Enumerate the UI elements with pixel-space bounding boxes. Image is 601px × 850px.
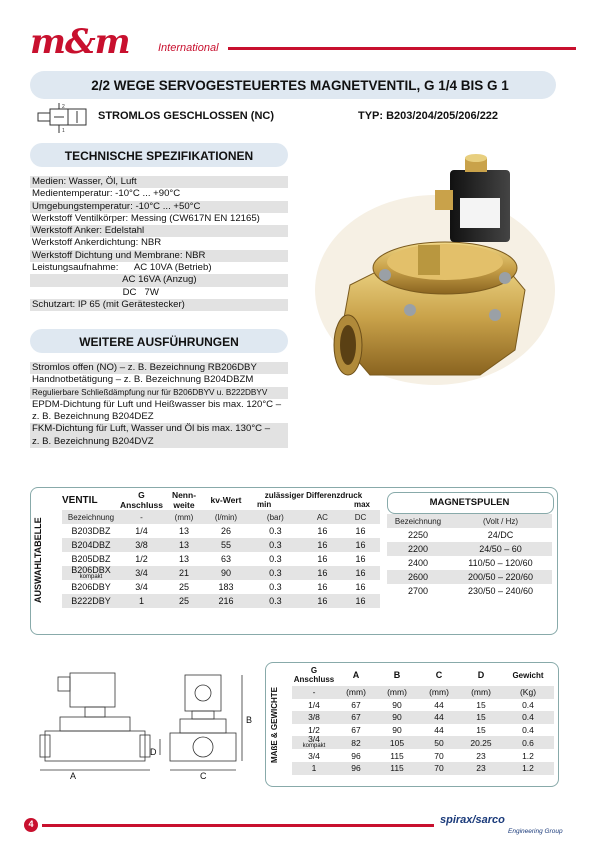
weitere-item: Stromlos offen (NO) – z. B. Bezeichnung RB206DBY: [30, 362, 288, 374]
table-row: 3/8 67 90 44 15 0.4: [292, 711, 554, 724]
table-row: 2200 24/50 – 60: [387, 542, 552, 556]
header-rule: [228, 47, 576, 50]
dim-a: A: [70, 771, 77, 781]
dim-d: D: [150, 747, 157, 757]
table-row: 2600 200/50 – 220/60: [387, 570, 552, 584]
footer-rule: [42, 824, 434, 827]
dim-c: C: [200, 771, 207, 781]
logo-subtitle: International: [158, 42, 219, 54]
weitere-item: FKM-Dichtung für Luft, Wasser und Öl bis max. 130°C –: [30, 423, 288, 435]
spec-item: Umgebungstemperatur: -10°C ... +50°C: [30, 201, 288, 213]
table-row: B222DBY 1 25 216 0.3 16 16: [62, 594, 380, 608]
masse-table: G Anschluss A B C D Gewicht - (mm) (mm) (mm) (mm) (Kg) 1/4 67 90 44 15 0.4 3/8 67 90 44 15 0.4 1/2 67 90 44 15 0.4 3/4 kompakt 82 105 50 20.25 0.6 3/4 96 115 70 23 1.2 1 96 115 70 23 1.2: [292, 664, 554, 775]
spec-item: Medien: Wasser, Öl, Luft: [30, 176, 288, 188]
table-row: B206DBY 3/4 25 183 0.3 16 16: [71, 582, 366, 592]
mm-logo: m&m: [30, 22, 130, 62]
col-diffdruck: zulässiger Differenzdruck min max: [256, 491, 370, 509]
col-kv: kv-Wert: [210, 495, 242, 505]
unit-cell: (Volt / Hz): [482, 516, 519, 526]
tech-title: TECHNISCHE SPEZIFIKATIONEN: [64, 149, 254, 163]
table-row: 1 96 115 70 23 1.2: [292, 762, 554, 775]
unit-cell: (mm): [174, 512, 194, 522]
spec-item: Leistungsaufnahme: AC 10VA (Betrieb): [32, 262, 212, 274]
masse-label: MAßE & GEWICHTE: [270, 687, 279, 763]
spec-item: Medientemperatur: -10°C ... +90°C: [32, 188, 181, 200]
table-row: [62, 608, 380, 622]
table-row: B203DBZ 1/4 13 26 0.3 16 16: [71, 526, 366, 536]
table-row: 3/4 kompakt 82 105 50 20.25 0.6: [292, 736, 554, 749]
table-row: 3/4 96 115 70 23 1.2: [308, 750, 534, 761]
auswahl-table: [62, 490, 380, 622]
unit-cell: Bezeichnung: [67, 512, 115, 522]
weitere-list: [30, 362, 288, 448]
weitere-title: WEITERE AUSFÜHRUNGEN: [79, 335, 239, 349]
table-row: 2700 230/50 – 240/60: [407, 586, 534, 596]
spirax-sarco-logo: spirax/sarco: [440, 814, 505, 826]
coil-title: MAGNETSPULEN: [429, 497, 510, 508]
weitere-item: z. B. Bezeichnung B204DVZ: [30, 436, 288, 448]
table-row: B205DBZ 1/2 13 63 0.3 16 16: [71, 554, 366, 564]
spec-item: Schutzart: IP 65 (mit Gerätestecker): [30, 299, 288, 311]
table-row: 2250 24/DC: [407, 530, 514, 540]
unit-cell: Bezeichnung: [394, 516, 442, 526]
weitere-item: Regulierbare Schließdämpfung nur für B206DBYV u. B222DBYV: [30, 387, 288, 399]
auswahl-label: AUSWAHLTABELLE: [33, 517, 43, 603]
subtitle-right: TYP: B203/204/205/206/222: [358, 110, 499, 122]
unit-cell: -: [140, 512, 143, 522]
unit-cell: (l/min): [214, 512, 238, 522]
dimension-drawing: [30, 665, 260, 785]
table-row: B206DBX kompakt 3/4 21 90 0.3 16 16: [62, 566, 380, 580]
col-header: B: [393, 670, 401, 680]
page-title: 2/2 WEGE SERVOGESTEUERTES MAGNETVENTIL, G 1/4 BIS G 1: [91, 78, 509, 93]
weitere-item: Handnotbetätigung – z. B. Bezeichnung B204DBZM: [32, 374, 254, 386]
valve-photo: [310, 150, 560, 400]
brand-subtitle: Engineering Group: [508, 828, 563, 835]
table-row: 1/2 67 90 44 15 0.4: [308, 725, 534, 736]
table-row: 1/4 67 90 44 15 0.4: [308, 699, 534, 710]
valve-symbol-icon: [32, 103, 92, 133]
unit-cell: AC: [316, 512, 328, 522]
svg-text:2: 2: [62, 104, 65, 110]
col-ventil: VENTIL: [62, 494, 98, 506]
weitere-item: z. B. Bezeichnung B204DEZ: [32, 411, 154, 423]
spec-item: DC 7W: [32, 286, 159, 298]
col-header: D: [477, 670, 485, 680]
svg-text:1: 1: [62, 128, 65, 133]
table-row: B204DBZ 3/8 13 55 0.3 16 16: [62, 538, 380, 552]
spec-item: AC 16VA (Anzug): [30, 274, 288, 286]
unit-cell: (bar): [266, 512, 284, 522]
subtitle-left: STROMLOS GESCHLOSSEN (NC): [98, 110, 275, 122]
col-header: C: [435, 670, 443, 680]
coil-table: [387, 514, 552, 598]
dim-b: B: [246, 715, 253, 725]
col-header: A: [352, 670, 360, 680]
col-header: Gewicht: [512, 670, 544, 680]
spec-item: Werkstoff Dichtung und Membrane: NBR: [30, 250, 288, 262]
unit-cell: DC: [354, 512, 367, 522]
spec-item: Werkstoff Anker: Edelstahl: [30, 225, 288, 237]
col-header: G Anschluss: [293, 666, 335, 684]
spec-list: [30, 176, 288, 311]
col-g: G Anschluss: [120, 490, 163, 510]
page-number: 4: [28, 819, 34, 829]
table-row: 2400 110/50 – 120/60: [407, 558, 533, 568]
spec-item: Werkstoff Ventilkörper: Messing (CW617N EN 12165): [32, 212, 260, 224]
spec-item: Werkstoff Ankerdichtung: NBR: [32, 237, 162, 249]
col-nennweite: Nenn-weite: [171, 490, 197, 510]
weitere-item: EPDM-Dichtung für Luft und Heißwasser bis max. 120°C –: [32, 398, 282, 410]
